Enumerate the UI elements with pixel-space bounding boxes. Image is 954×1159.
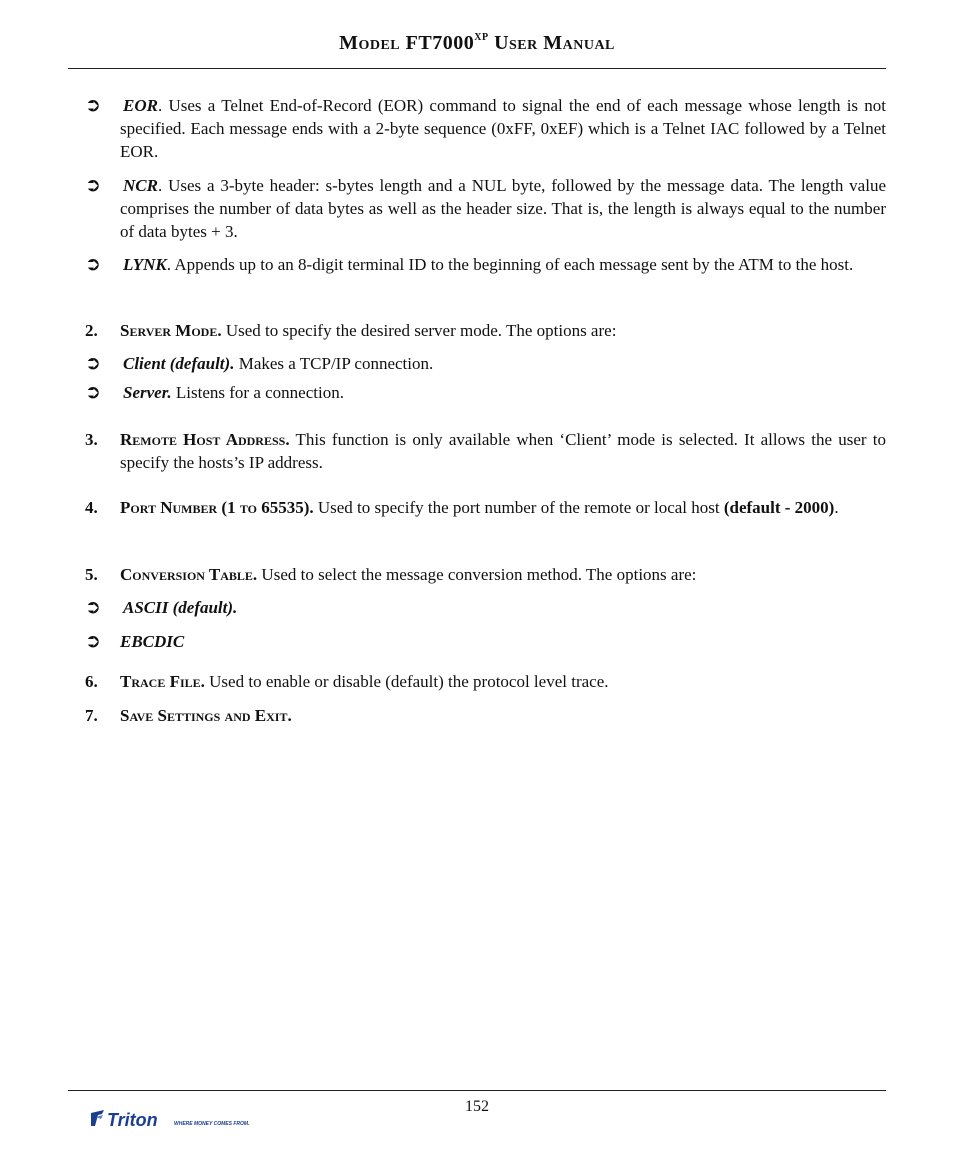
section-number: 5. bbox=[85, 565, 98, 584]
option-text: . Uses a Telnet End-of-Record (EOR) command to signal the end of each message whose length is not specified. Each message ends with a 2-byte sequence (0xFF, 0xEF) which is a Telnet IAC followed by a Telnet EOR. bbox=[120, 96, 886, 161]
section-number: 6. bbox=[85, 672, 98, 691]
section-number: 4. bbox=[85, 498, 98, 517]
triton-logo-icon bbox=[90, 1108, 250, 1132]
section-number: 3. bbox=[85, 430, 98, 449]
option-text: Listens for a connection. bbox=[171, 383, 344, 402]
section-heading: Remote Host Address. bbox=[120, 430, 290, 449]
option-lead: NCR bbox=[123, 176, 158, 195]
option-client bbox=[120, 352, 886, 375]
header-model-sup: XP bbox=[474, 32, 489, 43]
section-port-number bbox=[120, 496, 886, 519]
option-lead: EBCDIC bbox=[120, 632, 185, 651]
section-heading: Save Settings and Exit. bbox=[120, 706, 292, 725]
option-eor bbox=[120, 94, 886, 163]
option-text: . Uses a 3-byte header: s-bytes length and a NUL byte, followed by the message data. The length value comprises the number of data bytes as well as the header size. That is, the length is always equal to the number of data bytes + 3. bbox=[120, 176, 886, 241]
section-default: (default - 2000) bbox=[723, 498, 835, 517]
triton-logo bbox=[90, 1108, 250, 1137]
logo-tagline: WHERE MONEY COMES FROM. bbox=[174, 1121, 250, 1127]
section-tail: . bbox=[834, 498, 839, 517]
option-lead: LYNK bbox=[123, 255, 167, 274]
section-text: Used to enable or disable (default) the protocol level trace. bbox=[204, 672, 609, 691]
section-conversion-table bbox=[120, 563, 886, 586]
page-number: 152 bbox=[465, 1098, 489, 1115]
section-text: Used to specify the port number of the remote or local host bbox=[313, 498, 724, 517]
option-lead: EOR bbox=[123, 96, 158, 115]
section-text: Used to specify the desired server mode. The options are: bbox=[221, 321, 617, 340]
arrow-bullet-icon: ➲ bbox=[85, 253, 101, 275]
section-number: 2. bbox=[85, 321, 98, 340]
option-ascii bbox=[120, 596, 886, 619]
option-lynk bbox=[120, 253, 886, 276]
section-heading: Trace File. bbox=[120, 672, 205, 691]
arrow-bullet-icon: ➲ bbox=[85, 352, 101, 374]
section-heading: Conversion Table. bbox=[120, 565, 258, 584]
arrow-bullet-icon: ➲ bbox=[85, 596, 101, 618]
arrow-bullet-icon: ➲ bbox=[85, 174, 101, 196]
option-ncr bbox=[120, 174, 886, 243]
section-number: 7. bbox=[85, 706, 98, 725]
section-save-settings bbox=[120, 704, 886, 727]
option-lead: ASCII (default). bbox=[123, 598, 238, 617]
header-manual-words: User Manual bbox=[494, 32, 615, 54]
logo-wordmark: Triton bbox=[107, 1110, 158, 1130]
header-rule bbox=[68, 68, 886, 69]
header-model-word: Model bbox=[339, 32, 401, 54]
section-remote-host-address bbox=[120, 428, 886, 474]
header-model-name: FT7000 bbox=[405, 32, 475, 54]
option-server bbox=[120, 381, 886, 404]
arrow-bullet-icon: ➲ bbox=[85, 630, 101, 652]
section-server-mode bbox=[120, 319, 886, 342]
option-text: Makes a TCP/IP connection. bbox=[234, 354, 434, 373]
arrow-bullet-icon: ➲ bbox=[85, 381, 101, 403]
section-trace-file bbox=[120, 670, 886, 693]
section-text: Used to select the message conversion method. The options are: bbox=[257, 565, 697, 584]
footer-rule bbox=[68, 1090, 886, 1091]
option-text: . Appends up to an 8-digit terminal ID to the beginning of each message sent by the ATM to the host. bbox=[166, 255, 854, 274]
section-heading: Server Mode. bbox=[120, 321, 222, 340]
option-lead: Client (default). bbox=[123, 354, 235, 373]
section-heading: Port Number (1 to 65535). bbox=[120, 498, 314, 517]
page-header bbox=[68, 32, 886, 55]
arrow-bullet-icon: ➲ bbox=[85, 94, 101, 116]
option-ebcdic bbox=[120, 630, 886, 653]
section-text: This function is only available when ‘Client’ mode is selected. It allows the user to specify the hosts’s IP address. bbox=[120, 430, 887, 472]
option-lead: Server. bbox=[123, 383, 172, 402]
